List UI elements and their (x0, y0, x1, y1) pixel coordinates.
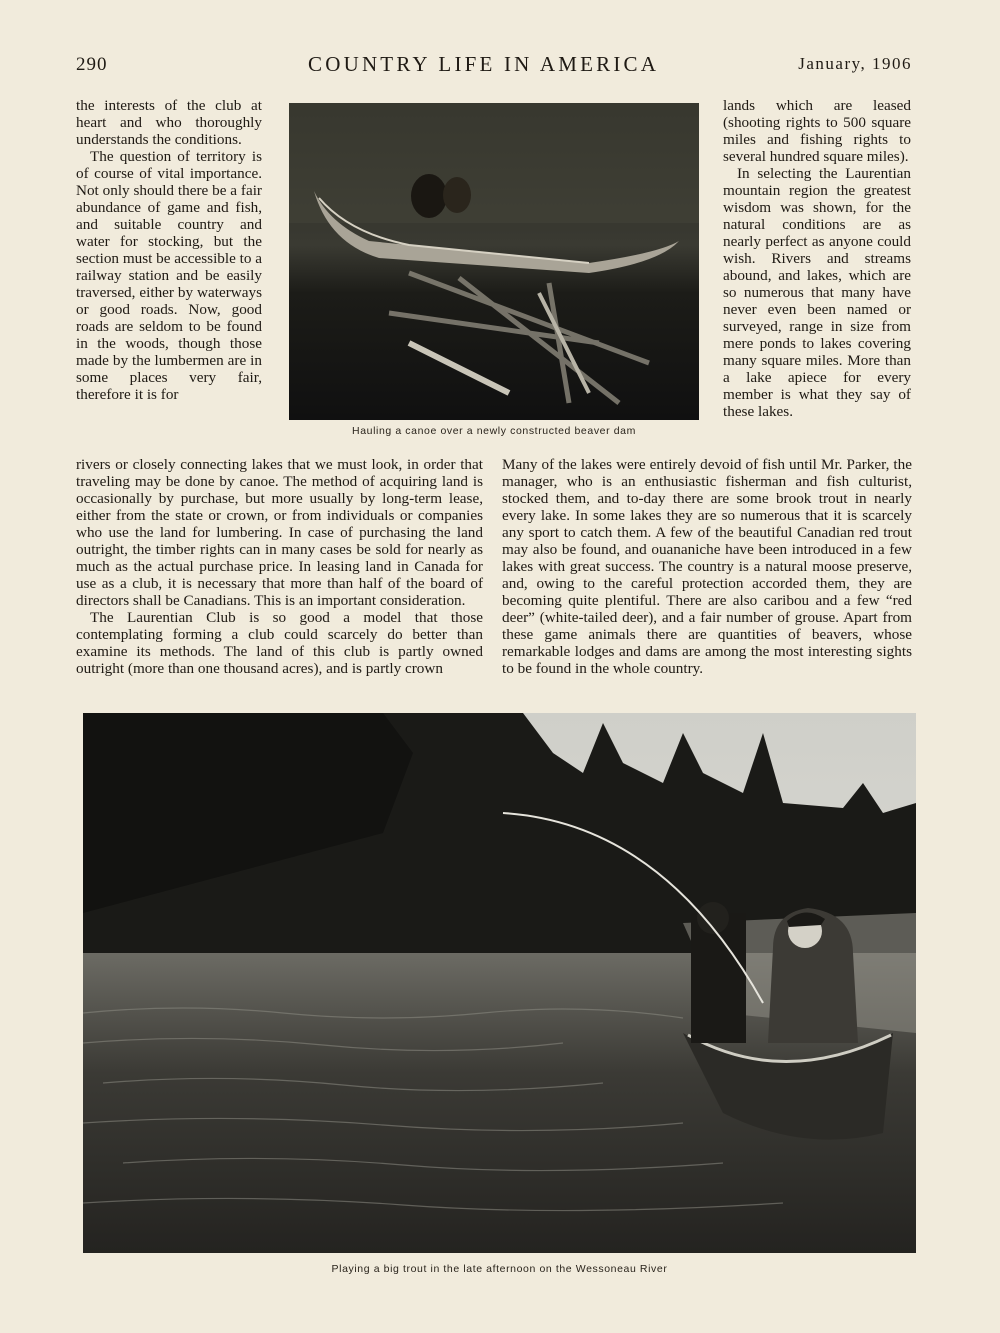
issue-date: January, 1906 (798, 54, 912, 73)
running-title: COUNTRY LIFE IN AMERICA (308, 52, 660, 76)
paragraph: The question of territory is of course of vital importance. Not only should there be a fair abundance of game and fish, and suitable country and water for stocking, but the section must be accessible to a railway station and be easily traversed, either by waterways or good roads. Now, good roads are seldom to be found in the woods, though those made by the lumbermen are in some places very fair, therefore it is for (76, 148, 262, 403)
fishing-photo (83, 713, 916, 1253)
paragraph: lands which are leased (shooting rights to 500 square miles and fishing rights to several hundred square miles). (723, 97, 911, 165)
paragraph: rivers or closely connecting lakes that we must look, in order that traveling may be done by canoe. The method of acquiring land is occasionally by purchase, but more usually by long-term lease, either from the state or crown, or from individuals or companies who use the land for lumbering. In case of purchasing the land outright, the timber rights can in many cases be sold for nearly as much as the actual purchase price. In leasing land in Canada for use as a club, it is necessary that more than half of the board of directors shall be Canadians. This is an important consideration. (76, 456, 483, 609)
paragraph: In selecting the Laurentian mountain region the greatest wisdom was shown, for the natural conditions are as nearly perfect as anyone could wish. Rivers and streams abound, and lakes, which are so numerous that many have never even been named or surveyed, range in size from mere ponds to lakes covering many square miles. More than a lake apiece for every member is what they say of these lakes. (723, 165, 911, 420)
top-photo-caption: Hauling a canoe over a newly constructed beaver dam (352, 425, 636, 437)
paragraph: the interests of the club at heart and who thoroughly understands the conditions. (76, 97, 262, 148)
lower-left-column (76, 456, 483, 677)
canoe-photo (289, 103, 699, 420)
page-number: 290 (76, 54, 108, 75)
left-column (76, 97, 262, 403)
bottom-photo-caption: Playing a big trout in the late afternoon on the Wessoneau River (331, 1263, 668, 1275)
lower-right-column (502, 456, 912, 677)
paragraph: The Laurentian Club is so good a model that those contemplating forming a club could scarcely do better than examine its methods. The land of this club is partly owned outright (more than one thousand acres), and is partly crown (76, 609, 483, 677)
right-column (723, 97, 911, 420)
page-header (76, 52, 912, 82)
paragraph: Many of the lakes were entirely devoid of fish until Mr. Parker, the manager, who is an enthusiastic fisherman and fish culturist, stocked them, and to-day there are some brook trout in nearly every lake. In some lakes they are so numerous that it is scarcely any sport to catch them. A few of the beautiful Canadian red trout may also be found, and ouananiche have been introduced in a few lakes with great success. The country is a natural moose preserve, and, owing to the careful protection accorded them, they are becoming quite plentiful. There are also caribou and a few “red deer” (white-tailed deer), and a fair number of grouse. Apart from these game animals there are quantities of beavers, whose remarkable lodges and dams are among the most interesting sights to be found in the whole country. (502, 456, 912, 677)
